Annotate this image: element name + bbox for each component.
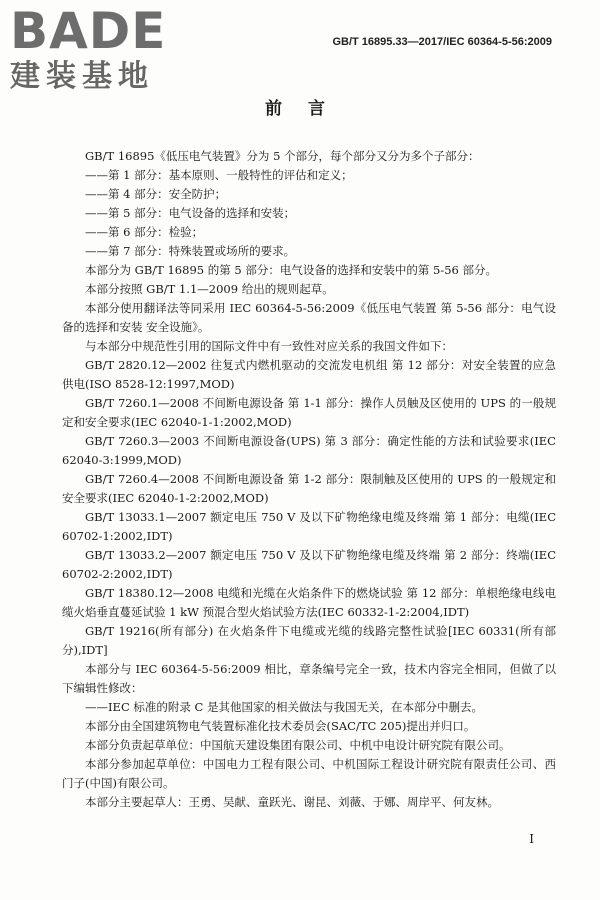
paragraph: GB/T 13033.1—2007 额定电压 750 V 及以下矿物绝缘电缆及终端 第 1 部分：电缆(IEC 60702-1:2002,IDT) xyxy=(62,510,556,543)
paragraph: 本部分使用翻译法等同采用 IEC 60364-5-56:2009《低压电气装置 第 5-56 部分：电气设备的选择和安装 安全设施》。 xyxy=(62,301,556,334)
standard-number: GB/T 16895.33—2017/IEC 60364-5-56:2009 xyxy=(332,36,552,48)
paragraph: GB/T 19216(所有部分) 在火焰条件下电缆或光缆的线路完整性试验[IEC 60331(所有部分),IDT] xyxy=(62,624,556,657)
paragraph: 本部分参加起草单位：中国电力工程有限公司、中机国际工程设计研究院有限责任公司、西门子(中国)有限公司。 xyxy=(62,757,556,790)
paragraph: 本部分主要起草人：王勇、吴献、童跃光、谢昆、刘薇、于娜、周岸平、何友林。 xyxy=(85,795,499,809)
document-body xyxy=(62,147,556,812)
bade-logo xyxy=(10,4,200,94)
page-title: 前 言 xyxy=(265,99,335,119)
paragraph: GB/T 13033.2—2007 额定电压 750 V 及以下矿物绝缘电缆及终端 第 2 部分：终端(IEC 60702-2:2002,IDT) xyxy=(62,548,556,581)
paragraph: GB/T 16895《低压电气装置》分为 5 个部分，每个部分又分为多个子部分： xyxy=(85,149,480,163)
paragraph: 本部分与 IEC 60364-5-56:2009 相比，章条编号完全一致，技术内容完全相同，但做了以下编辑性修改： xyxy=(62,662,556,695)
paragraph: ——第 5 部分：电气设备的选择和安装； xyxy=(85,206,296,220)
paragraph: ——第 1 部分：基本原则、一般特性的评估和定义； xyxy=(85,168,353,182)
logo-brand-text: BADE xyxy=(10,2,167,60)
paragraph: 本部分由全国建筑物电气装置标准化技术委员会(SAC/TC 205)提出并归口。 xyxy=(85,719,476,733)
paragraph: ——第 7 部分：特殊装置或场所的要求。 xyxy=(85,244,296,258)
paragraph: 本部分为 GB/T 16895 的第 5 部分：电气设备的选择和安装中的第 5-56 部分。 xyxy=(85,263,498,277)
paragraph: ——IEC 标准的附录 C 是其他国家的相关做法与我国无关，在本部分中删去。 xyxy=(85,700,483,714)
paragraph: GB/T 18380.12—2008 电缆和光缆在火焰条件下的燃烧试验 第 12 部分：单根绝缘电线电缆火焰垂直蔓延试验 1 kW 预混合型火焰试验方法(IEC 60332-1-2:2004,IDT) xyxy=(62,586,556,619)
paragraph: GB/T 2820.12—2002 往复式内燃机驱动的交流发电机组 第 12 部分：对安全装置的应急供电(ISO 8528-12:1997,MOD) xyxy=(62,358,556,391)
page-number: I xyxy=(529,832,534,846)
logo-brand-cn-text: 建装基地 xyxy=(10,59,154,94)
paragraph: 与本部分中规范性引用的国际文件中有一致性对应关系的我国文件如下： xyxy=(85,339,453,353)
paragraph: GB/T 7260.1—2008 不间断电源设备 第 1-1 部分：操作人员触及区使用的 UPS 的一般规定和安全要求(IEC 62040-1-1:2002,MOD) xyxy=(62,396,556,429)
paragraph: GB/T 7260.4—2008 不间断电源设备 第 1-2 部分：限制触及区使用的 UPS 的一般规定和安全要求(IEC 62040-1-2:2002,MOD) xyxy=(62,472,556,505)
paragraph: 本部分负责起草单位：中国航天建设集团有限公司、中机中电设计研究院有限公司。 xyxy=(85,738,511,752)
paragraph: 本部分按照 GB/T 1.1—2009 给出的规则起草。 xyxy=(85,282,334,296)
paragraph: ——第 6 部分：检验； xyxy=(85,225,204,239)
paragraph: ——第 4 部分：安全防护； xyxy=(85,187,227,201)
paragraph: GB/T 7260.3—2003 不间断电源设备(UPS) 第 3 部分：确定性能的方法和试验要求(IEC 62040-3:1999,MOD) xyxy=(62,434,556,467)
